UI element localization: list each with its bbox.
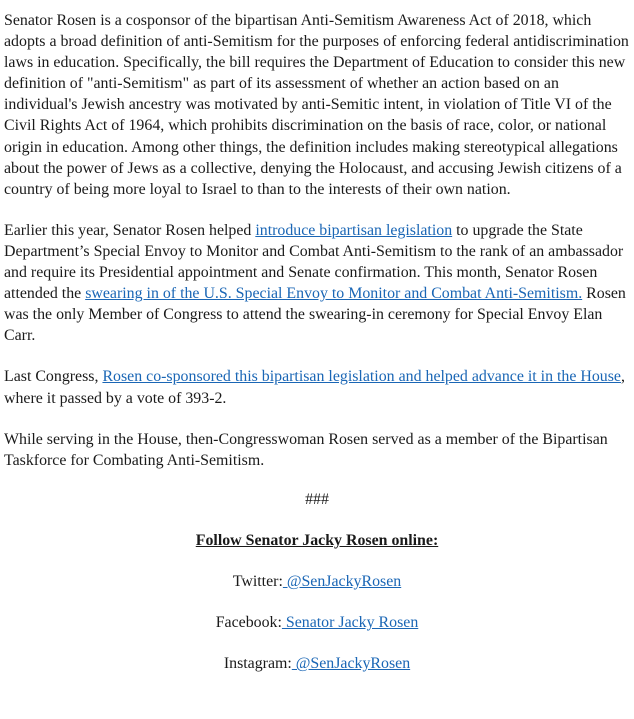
instagram-label: Instagram: [223,655,292,673]
paragraph-text: , where it passed by a vote of 393-2. [4,368,625,407]
follow-heading: Follow Senator Jacky Rosen online: [195,531,439,549]
paragraph-text: to upgrade the State Department’s Special Envoy to Monitor and Combat Anti-Semitism to the rank of an ambassador and require its Presidential appointment and Senate confirmation. This month, Senator Rosen attended the [4,221,624,303]
social-facebook [4,612,630,633]
paragraph-special-envoy [4,220,630,347]
link-swearing-in-special-envoy[interactable]: swearing in of the U.S. Special Envoy to Monitor and Combat Anti-Semitism. [85,285,583,303]
twitter-link[interactable]: @SenJackyRosen [282,572,402,590]
paragraph-last-congress [4,366,630,408]
social-instagram [4,653,630,674]
facebook-link[interactable]: Senator Jacky Rosen [281,614,419,632]
facebook-label: Facebook: [215,614,282,632]
social-twitter [4,571,630,592]
link-co-sponsored-legislation[interactable]: Rosen co-sponsored this bipartisan legislation and helped advance it in the House [102,368,621,386]
section-separator: ### [305,490,329,508]
paragraph-text: Earlier this year, Senator Rosen helped [4,221,256,239]
twitter-label: Twitter: [232,572,283,590]
link-introduce-bipartisan-legislation[interactable]: introduce bipartisan legislation [255,221,453,239]
paragraph-anti-semitism-awareness-act: Senator Rosen is a cosponsor of the bipartisan Anti-Semitism Awareness Act of 2018, which adopts a broad definition of anti-Semitism for the purposes of enforcing federal antidiscrimination laws in education. Specifically, the bill requires the Department of Education to consider this new definition of "anti-Semitism" as part of its assessment of whether an action based on an individual's Jewish ancestry was motivated by anti-Semitic intent, in violation of Title VI of the Civil Rights Act of 1964, which prohibits discrimination on the basis of race, color, or national origin in education. Among other things, the definition includes making stereotypical allegations about the power of Jews as a collective, denying the Holocaust, and accusing Jewish citizens of a country of being more loyal to Israel to than to the interests of their own nation. [4,12,629,198]
paragraph-text: Rosen was the only Member of Congress to attend the swearing-in ceremony for Special Envoy Elan Carr. [4,285,626,345]
instagram-link[interactable]: @SenJackyRosen [291,655,411,673]
paragraph-house-taskforce: While serving in the House, then-Congresswoman Rosen served as a member of the Bipartisan Taskforce for Combating Anti-Semitism. [4,430,608,469]
paragraph-text: Last Congress, [4,368,103,386]
